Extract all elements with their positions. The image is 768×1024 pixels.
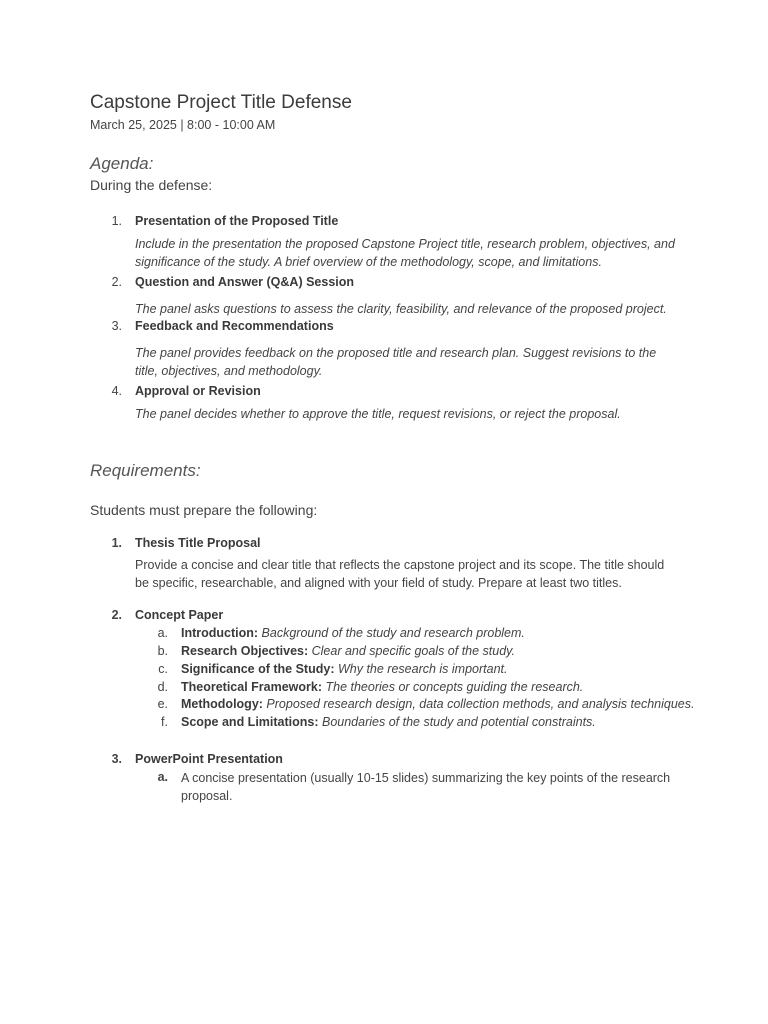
- subitem-letter: a.: [157, 626, 168, 640]
- requirements-heading: Requirements:: [90, 461, 201, 480]
- subitem-letter: a.: [157, 770, 168, 784]
- subitem-text: Clear and specific goals of the study.: [308, 644, 515, 658]
- agenda-item-description: The panel asks questions to assess the clarity, feasibility, and relevance of the proposed project.: [135, 302, 667, 316]
- requirement-number: 1.: [111, 536, 122, 550]
- requirement-number: 2.: [111, 608, 122, 622]
- agenda-item-number: 1.: [111, 214, 122, 228]
- subitem-letter: d.: [157, 680, 168, 694]
- subitem-text: Boundaries of the study and potential constraints.: [318, 715, 596, 729]
- agenda-item-description: Include in the presentation the proposed Capstone Project title, research problem, objectives, and significance of the study. A brief overview of the methodology, scope, and limitations.: [135, 237, 675, 269]
- subitem-letter: c.: [158, 662, 168, 676]
- agenda-item-description: The panel provides feedback on the proposed title and research plan. Suggest revisions to the title, objectives, and methodology.: [135, 346, 657, 378]
- subitem: [181, 715, 596, 729]
- subitem-label: Significance of the Study:: [181, 662, 335, 676]
- subitem: [181, 680, 583, 694]
- requirement-number: 3.: [111, 752, 122, 766]
- subitem-letter: b.: [157, 644, 168, 658]
- subitem-text: The theories or concepts guiding the research.: [322, 680, 584, 694]
- requirements-intro: Students must prepare the following:: [90, 502, 318, 518]
- agenda-item-title: Question and Answer (Q&A) Session: [135, 275, 355, 289]
- agenda-intro: During the defense:: [90, 177, 213, 193]
- agenda-item-number: 2.: [111, 275, 122, 289]
- document-title: Capstone Project Title Defense: [90, 92, 352, 113]
- subitem-label: Scope and Limitations:: [181, 715, 319, 729]
- subitem: [181, 626, 525, 640]
- agenda-item-title: Approval or Revision: [135, 384, 261, 398]
- requirement-title: Concept Paper: [135, 608, 224, 622]
- subitem-letter: e.: [157, 697, 168, 711]
- agenda-heading: Agenda:: [90, 154, 154, 173]
- subitem-letter: f.: [161, 715, 168, 729]
- agenda-item-number: 3.: [111, 319, 122, 333]
- agenda-item-description: The panel decides whether to approve the title, request revisions, or reject the proposal.: [135, 407, 621, 421]
- agenda-item-number: 4.: [111, 384, 122, 398]
- subitem-label: Introduction:: [181, 626, 259, 640]
- agenda-item-title: Presentation of the Proposed Title: [135, 214, 339, 228]
- subitem: [181, 662, 507, 676]
- event-date-time: March 25, 2025 | 8:00 - 10:00 AM: [90, 118, 276, 132]
- subitem: [181, 697, 694, 711]
- subitem-text: A concise presentation (usually 10-15 slides) summarizing the key points of the research proposal.: [181, 771, 671, 803]
- agenda-item-title: Feedback and Recommendations: [135, 319, 334, 333]
- subitem-text: Why the research is important.: [334, 662, 508, 676]
- requirement-title: PowerPoint Presentation: [135, 752, 283, 766]
- subitem-text: Background of the study and research problem.: [258, 626, 525, 640]
- requirement-title: Thesis Title Proposal: [135, 536, 261, 550]
- subitem-label: Research Objectives:: [181, 644, 309, 658]
- subitem-label: Theoretical Framework:: [181, 680, 323, 694]
- requirement-description: Provide a concise and clear title that reflects the capstone project and its scope. The title should be specific, researchable, and aligned with your field of study. Prepare at least two titles.: [135, 558, 665, 590]
- subitem-text: Proposed research design, data collection methods, and analysis techniques.: [262, 697, 695, 711]
- subitem: [181, 644, 515, 658]
- subitem-label: Methodology:: [181, 697, 263, 711]
